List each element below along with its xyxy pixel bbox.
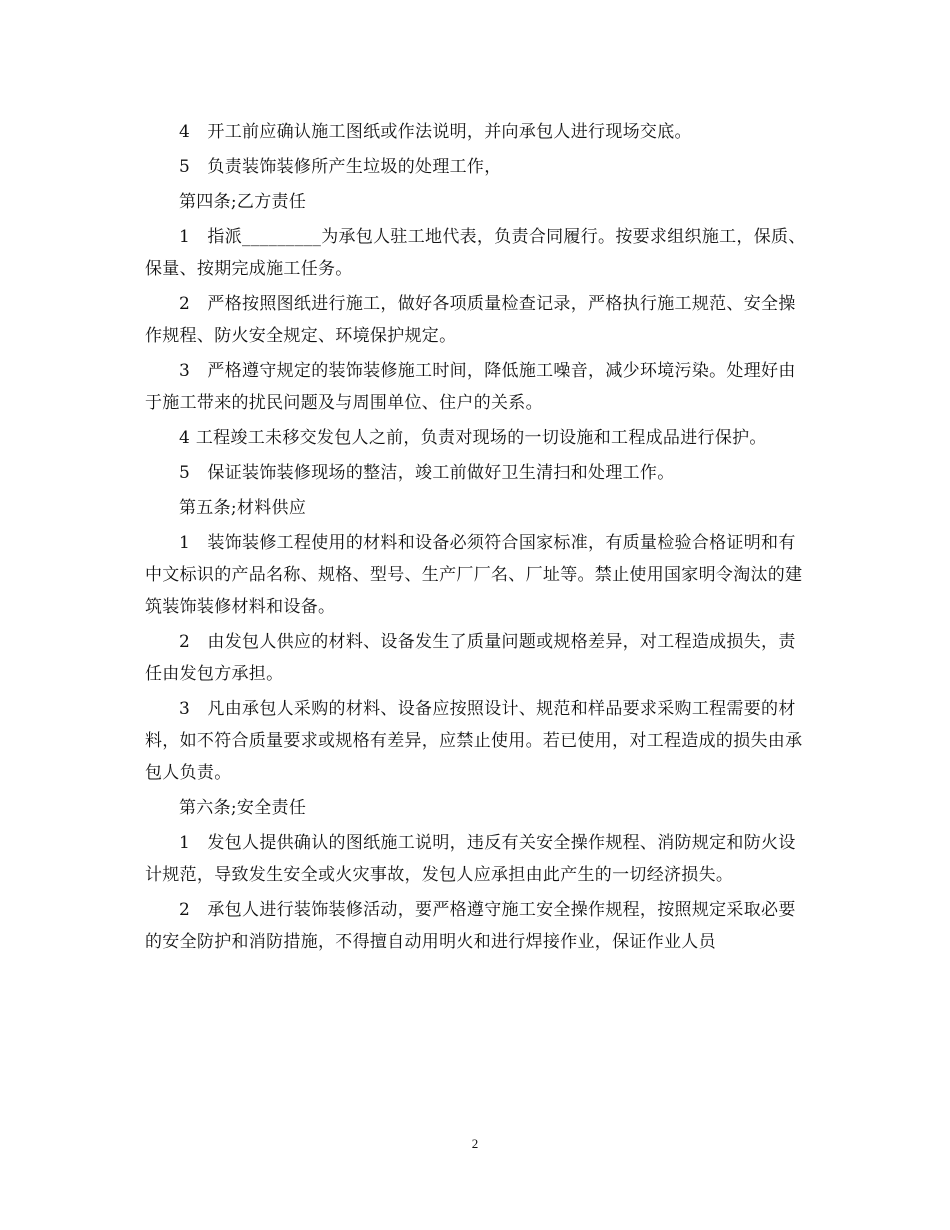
paragraph: 1 指派_________为承包人驻工地代表，负责合同履行。按要求组织施工，保质、保量、按期完成施工任务。 xyxy=(145,227,806,279)
paragraph: 2 承包人进行装饰装修活动，要严格遵守施工安全操作规程，按照规定采取必要的安全防护和消防措施，不得擅自动用明火和进行焊接作业，保证作业人员 xyxy=(145,900,796,952)
paragraph: 2 由发包人供应的材料、设备发生了质量问题或规格差异，对工程造成损失，责任由发包方承担。 xyxy=(145,632,796,684)
section-heading: 第五条;材料供应 xyxy=(179,498,307,518)
paragraph: 3 严格遵守规定的装饰装修施工时间，降低施工噪音，减少环境污染。处理好由于施工带来的扰民问题及与周围单位、住户的关系。 xyxy=(145,361,796,413)
page-number: 2 xyxy=(471,1136,479,1151)
document-body xyxy=(145,116,810,961)
paragraph: 3 凡由承包人采购的材料、设备应按照设计、规范和样品要求采购工程需要的材料，如不符合质量要求或规格有差异，应禁止使用。若已使用，对工程造成的损失由承包人负责。 xyxy=(145,699,803,783)
section-heading: 第六条;安全责任 xyxy=(179,798,307,818)
paragraph: 1 装饰装修工程使用的材料和设备必须符合国家标准，有质量检验合格证明和有中文标识的产品名称、规格、型号、生产厂厂名、厂址等。禁止使用国家明令淘汰的建筑装饰装修材料和设备。 xyxy=(145,533,803,617)
paragraph: 4 开工前应确认施工图纸或作法说明，并向承包人进行现场交底。 xyxy=(179,122,692,142)
paragraph: 1 发包人提供确认的图纸施工说明，违反有关安全操作规程、消防规定和防火设计规范，导致发生安全或火灾事故，发包人应承担由此产生的一切经济损失。 xyxy=(145,833,796,885)
paragraph: 2 严格按照图纸进行施工，做好各项质量检查记录，严格执行施工规范、安全操作规程、防火安全规定、环境保护规定。 xyxy=(145,294,796,346)
paragraph: 5 保证装饰装修现场的整洁，竣工前做好卫生清扫和处理工作。 xyxy=(179,463,675,483)
paragraph: 4 工程竣工未移交发包人之前，负责对现场的一切设施和工程成品进行保护。 xyxy=(179,428,767,448)
paragraph: 5 负责装饰装修所产生垃圾的处理工作， xyxy=(179,157,502,177)
section-heading: 第四条;乙方责任 xyxy=(179,192,307,212)
